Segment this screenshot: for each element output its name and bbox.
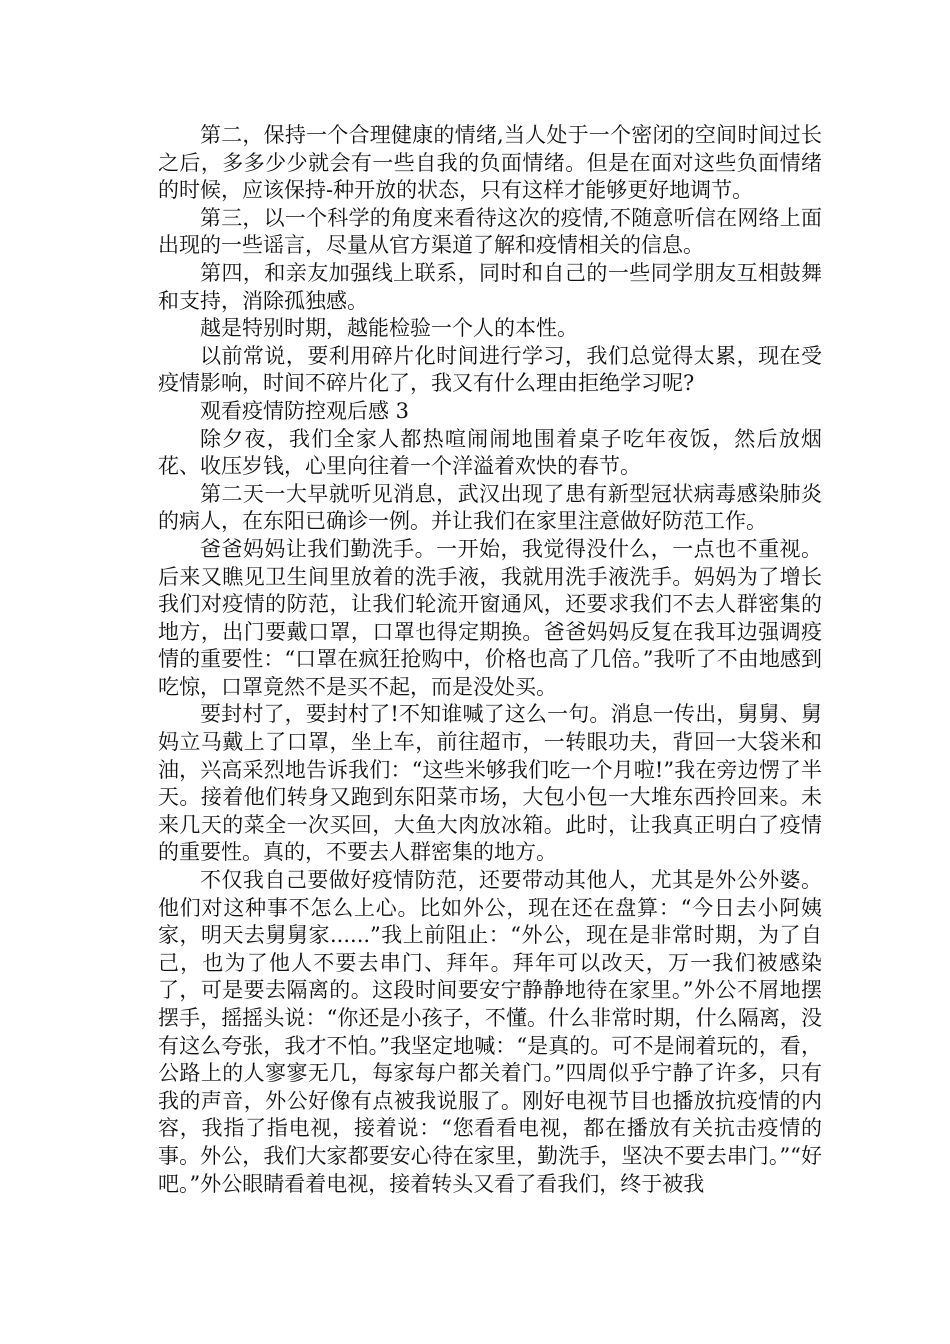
paragraph: 除夕夜，我们全家人都热喧闹闹地围着桌子吃年夜饭，然后放烟花、收压岁钱，心里向往着一个洋溢着欢快的春节。 (158, 426, 822, 479)
paragraph: 要封村了，要封村了!不知谁喊了这么一句。消息一传出，舅舅、舅妈立马戴上了口罩，坐上车，前往超市，一转眼功夫，背回一大袋米和油，兴高采烈地告诉我们：“这些米够我们吃一个月啦!”我在旁边愣了半天。接着他们转身又跑到东阳菜市场，大包小包一大堆东西拎回来。未来几天的菜全一次买回，大鱼大肉放冰箱。此时，让我真正明白了疫情的重要性。真的，不要去人群密集的地方。 (158, 702, 822, 865)
paragraph: 不仅我自己要做好疫情防范，还要带动其他人，尤其是外公外婆。他们对这种事不怎么上心。比如外公，现在还在盘算：“今日去小阿姨家，明天去舅舅家......”我上前阻止：“外公，现在是非常时期，为了自己，也为了他人不要去串门、拜年。拜年可以改天，万一我们被感染了，可是要去隔离的。这段时间要安宁静静地待在家里。”外公不屑地摆摆手，摇摇头说：“你还是小孩子，不懂。什么非常时期，什么隔离，没有这么夸张，我才不怕。”我坚定地喊：“是真的。可不是闹着玩的，看，公路上的人寥寥无几，每家每户都关着门。”四周似乎宁静了许多，只有我的声音，外公好像有点被我说服了。刚好电视节目也播放抗疫情的内容，我指了指电视，接着说：“您看看电视，都在播放有关抗击疫情的事。外公，我们大家都要安心待在家里，勤洗手，坚决不要去串门。”“好吧。”外公眼睛看着电视，接着转头又看了看我们，终于被我 (158, 868, 822, 1196)
paragraph: 爸爸妈妈让我们勤洗手。一开始，我觉得没什么，一点也不重视。后来又瞧见卫生间里放着的洗手液，我就用洗手液洗手。妈妈为了增长我们对疫情的防范，让我们轮流开窗通风，还要求我们不去人群密集的地方，出门要戴口罩，口罩也得定期换。爸爸妈妈反复在我耳边强调疫情的重要性：“口罩在疯狂抢购中，价格也高了几倍。”我听了不由地感到吃惊，口罩竟然不是买不起，而是没处买。 (158, 536, 822, 699)
paragraph: 第二，保持一个合理健康的情绪,当人处于一个密闭的空间时间过长之后，多多少少就会有一些自我的负面情绪。但是在面对这些负面情绪的时候，应该保持-种开放的状态，只有这样才能够更好地调节。 (158, 123, 822, 203)
paragraph: 第四，和亲友加强线上联系，同时和自己的一些同学朋友互相鼓舞和支持，消除孤独感。 (158, 260, 822, 313)
document-body (158, 122, 822, 1198)
paragraph: 越是特别时期，越能检验一个人的本性。 (200, 316, 578, 341)
paragraph: 第二天一大早就听见消息，武汉出现了患有新型冠状病毒感染肺炎的病人，在东阳已确诊一例。并让我们在家里注意做好防范工作。 (158, 481, 822, 534)
section-heading: 观看疫情防控观后感 3 (200, 398, 410, 423)
paragraph: 以前常说，要利用碎片化时间进行学习，我们总觉得太累，现在受疫情影响，时间不碎片化了，我又有什么理由拒绝学习呢? (158, 343, 822, 396)
paragraph: 第三，以一个科学的角度来看待这次的疫情,不随意听信在网络上面出现的一些谣言，尽量从官方渠道了解和疫情相关的信息。 (158, 205, 822, 258)
